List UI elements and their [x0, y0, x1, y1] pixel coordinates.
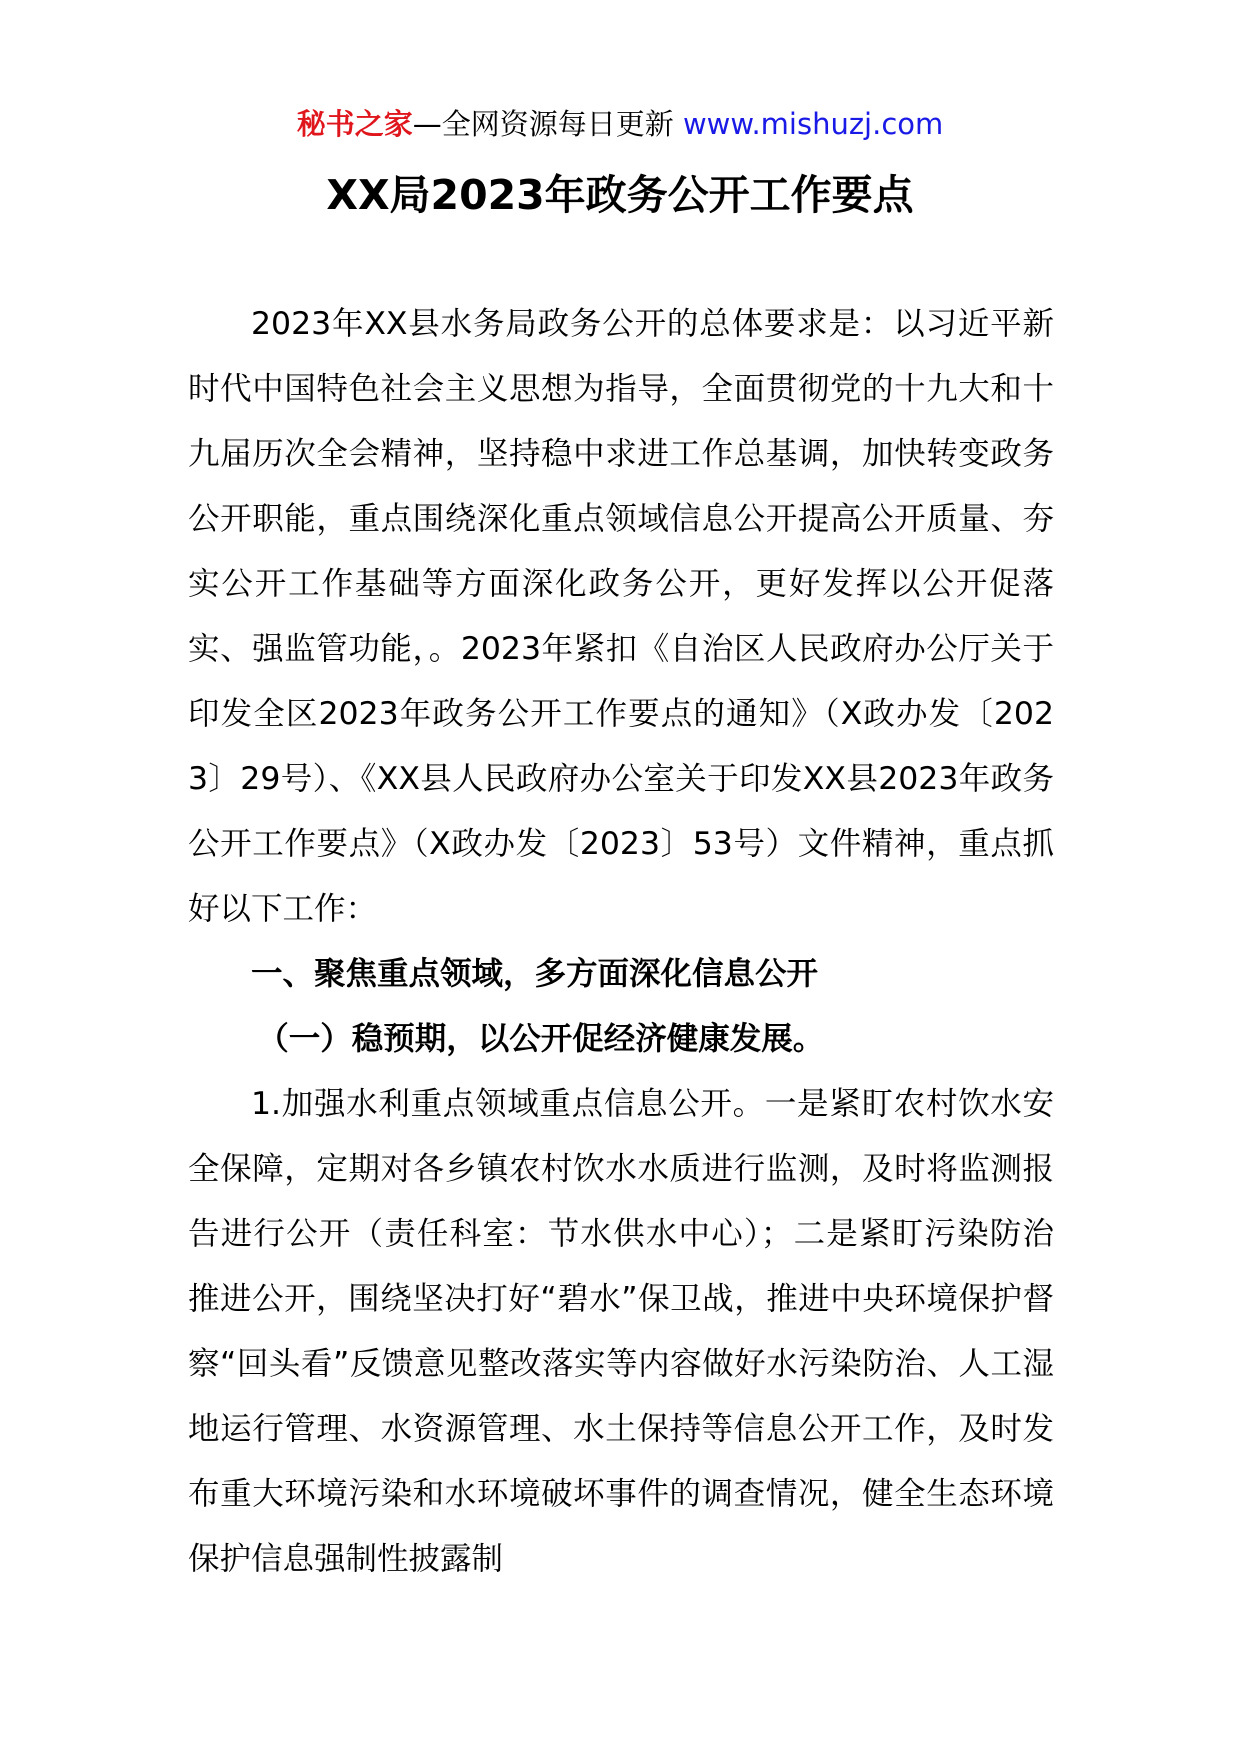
intro-paragraph: 2023年XX县水务局政务公开的总体要求是：以习近平新时代中国特色社会主义思想为指导，全面贯彻党的十九大和十九届历次全会精神，坚持稳中求进工作总基调，加快转变政务公开职能，重点围绕深化重点领域信息公开提高公开质量、夯实公开工作基础等方面深化政务公开，更好发挥以公开促落实、强监管功能，。2023年紧扣《自治区人民政府办公厅关于印发全区2023年政务公开工作要点的通知》（X政办发〔2023〕29号）、《XX县人民政府办公室关于印发XX县2023年政务公开工作要点》（X政办发〔2023〕53号）文件精神，重点抓好以下工作： [188, 306, 1054, 927]
item-paragraph: 1.加强水利重点领域重点信息公开。一是紧盯农村饮水安全保障，定期对各乡镇农村饮水水质进行监测，及时将监测报告进行公开（责任科室：节水供水中心）；二是紧盯污染防治推进公开，围绕坚决打好“碧水”保卫战，推进中央环境保护督察“回头看”反馈意见整改落实等内容做好水污染防治、人工湿地运行管理、水资源管理、水土保持等信息公开工作，及时发布重大环境污染和水环境破坏事件的调查情况，健全生态环境保护信息强制性披露制 [188, 1086, 1054, 1577]
subsection-heading: （一）稳预期，以公开促经济健康发展。 [257, 1021, 825, 1057]
banner-slogan: —全网资源每日更新 [412, 107, 683, 141]
site-banner [0, 104, 1240, 144]
brand-name: 秘书之家 [296, 107, 413, 141]
document-body [188, 292, 1054, 1592]
document-title: XX局2023年政务公开工作要点 [326, 171, 914, 219]
site-url-link[interactable]: www.mishuzj.com [682, 107, 944, 141]
section-heading: 一、聚焦重点领域，多方面深化信息公开 [251, 956, 819, 992]
